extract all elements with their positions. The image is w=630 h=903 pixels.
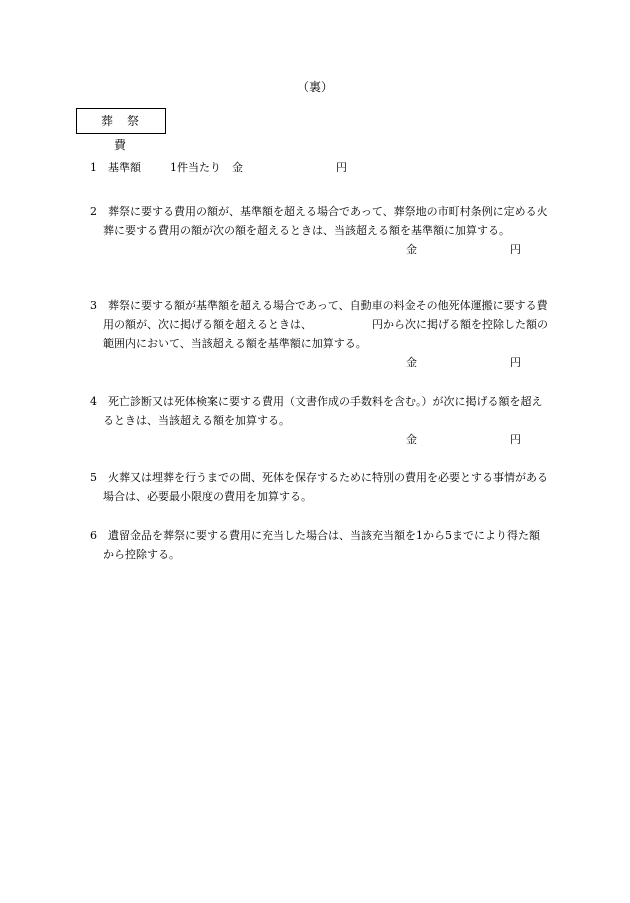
en-label: 円 [336,161,347,174]
item-text: 遺留金品を葬祭に要する費用に充当した場合は、当該充当額を1から5までにより得た額から控除する。 [103,529,540,561]
page-side-label: （裏） [296,80,333,94]
item-number: 2 [90,205,97,218]
item-2 [90,202,550,259]
per-case-label: 1件当たり [170,161,221,174]
item-3 [90,296,550,372]
section-title-box: 葬祭費 [76,108,166,134]
item-6 [90,526,550,564]
item-number: 3 [90,299,97,312]
item-number: 1 [90,161,97,174]
amount-line [90,240,550,259]
amount-line [90,430,550,449]
kin-label: 金 [406,356,417,369]
kin-label: 金 [406,243,417,256]
item-number: 5 [90,471,97,484]
base-amount-label: 基準額 [108,161,141,174]
amount-line [90,353,550,372]
item-text: 葬祭に要する額が基準額を超える場合であって、自動車の料金その他死体運搬に要する費用の額が、次に掲げる額を超えるときは、 [103,299,548,331]
kin-label: 金 [406,433,417,446]
item-text-continued: 円から次に掲げる額を控除した額の範囲内において、当該超える額を基準額に加算する。 [103,318,548,350]
item-text: 死亡診断又は死体検案に要する費用（文書作成の手数料を含む。）が次に掲げる額を超えるときは、当該超える額を加算する。 [103,395,543,427]
item-1 [90,158,550,177]
item-text: 火葬又は埋葬を行うまでの間、死体を保存するために特別の費用を必要とする事情がある場合は、必要最小限度の費用を加算する。 [103,471,548,503]
item-number: 6 [90,529,97,542]
item-number: 4 [90,395,97,408]
en-label: 円 [510,433,521,446]
item-5 [90,468,550,506]
item-text: 葬祭に要する費用の額が、基準額を超える場合であって、葬祭地の市町村条例に定める火葬に要する費用の額が次の額を超えるときは、当該超える額を基準額に加算する。 [103,205,548,237]
en-label: 円 [510,243,521,256]
en-label: 円 [510,356,521,369]
item-4 [90,392,550,449]
kin-label: 金 [232,161,243,174]
